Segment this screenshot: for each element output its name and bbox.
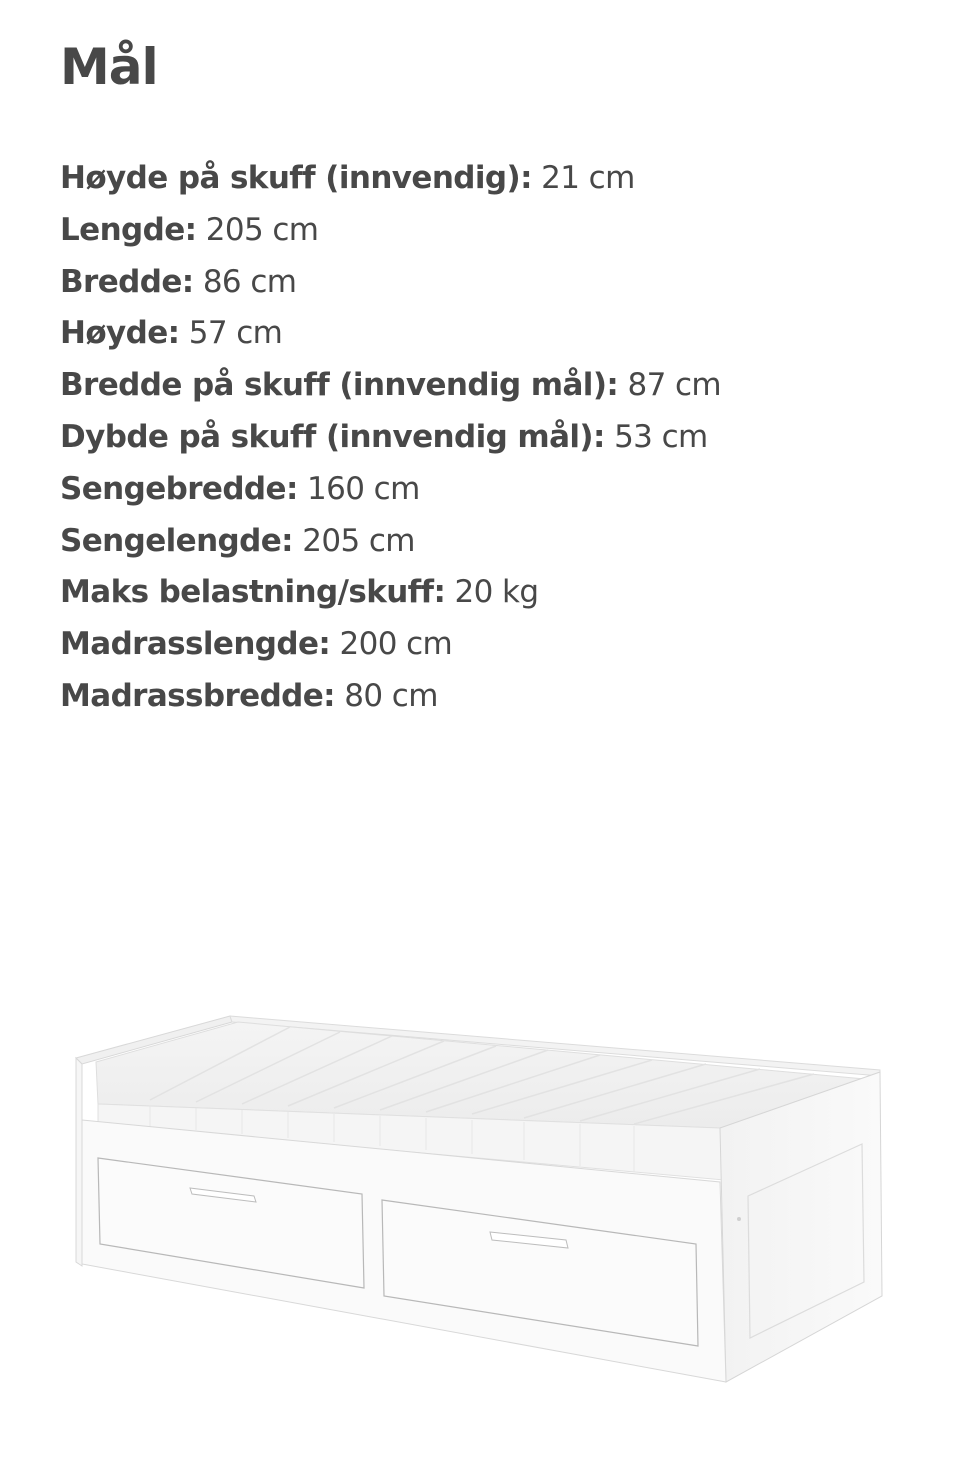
spec-value: 20 kg [454,574,539,611]
spec-label: Sengebredde: [60,470,298,507]
spec-label: Bredde: [60,263,194,300]
spec-value: 21 cm [541,160,635,196]
spec-row-mattress-width [60,671,721,723]
spec-label: Lengde: [60,211,197,248]
page-title: Mål [60,38,158,96]
spec-row-width [60,257,721,309]
spec-value: 200 cm [339,626,453,663]
spec-label: Høyde på skuff (innvendig): [60,160,532,196]
spec-label: Maks belastning/skuff: [60,574,446,611]
spec-row-bed-length [60,516,721,568]
spec-row-drawer-depth [60,412,721,464]
spec-row-max-load [60,567,721,619]
spec-label: Madrasslengde: [60,626,331,663]
spec-row-drawer-width [60,360,721,412]
daybed-product-image [60,1000,900,1400]
spec-row-height [60,308,721,360]
spec-label: Høyde: [60,315,180,352]
spec-value: 160 cm [307,470,420,507]
spec-label: Sengelengde: [60,522,293,559]
spec-value: 80 cm [344,677,438,714]
spec-value: 53 cm [614,418,708,455]
spec-row-bed-width [60,464,721,516]
spec-label: Dybde på skuff (innvendig mål): [60,418,605,455]
spec-row-mattress-length [60,619,721,671]
spec-value: 205 cm [302,522,415,559]
spec-label: Madrassbredde: [60,677,335,714]
spec-row-drawer-height [60,153,721,205]
dimensions-list [60,153,721,723]
spec-row-length [60,205,721,257]
spec-value: 87 cm [627,367,722,404]
spec-value: 57 cm [188,315,283,352]
spec-value: 205 cm [205,211,319,248]
spec-value: 86 cm [202,263,297,300]
spec-label: Bredde på skuff (innvendig mål): [60,367,619,404]
